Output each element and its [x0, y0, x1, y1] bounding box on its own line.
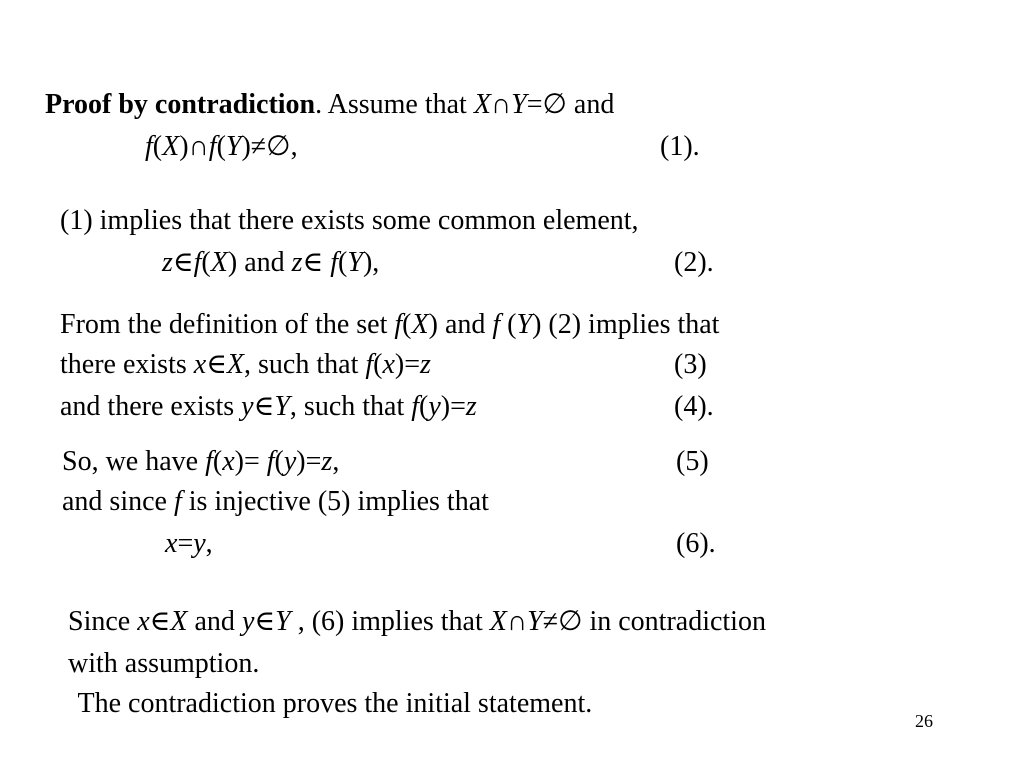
element-of-symbol: ∈ — [206, 349, 227, 380]
equation-4-line — [60, 393, 477, 421]
text: , such that — [289, 391, 412, 422]
element-y: y — [283, 446, 297, 477]
set-y: Y — [511, 89, 527, 120]
element-x: x — [165, 528, 178, 559]
element-z: z — [321, 446, 333, 477]
equation-2 — [162, 249, 379, 277]
empty-set-symbol: ∅ — [266, 131, 291, 162]
not-equal-symbol: ≠ — [250, 131, 267, 162]
paren: ( — [201, 247, 211, 278]
text: So, we have — [62, 446, 206, 477]
text: in contradiction — [582, 606, 766, 637]
text: and — [187, 606, 242, 637]
equals-symbol: = — [526, 89, 543, 120]
paren: )= — [296, 446, 322, 477]
element-y: y — [193, 528, 206, 559]
function-f: f — [205, 446, 213, 477]
text: is injective (5) implies that — [181, 486, 489, 517]
paren: ( — [212, 446, 223, 477]
statement-line: (1) implies that there exists some common element, — [60, 205, 639, 236]
element-x: x — [222, 446, 235, 477]
function-f: f — [145, 131, 153, 162]
paren: ( — [216, 131, 226, 162]
paren: )= — [234, 446, 267, 477]
paren: ) — [428, 309, 438, 340]
element-z: z — [162, 247, 173, 278]
text: , such that — [244, 349, 366, 380]
set-x: X — [210, 247, 228, 278]
paren: ) — [179, 131, 189, 162]
paren: ) — [241, 131, 251, 162]
proof-heading-line — [45, 91, 614, 119]
equation-3-line — [60, 351, 431, 379]
element-of-symbol: ∈ — [253, 391, 275, 422]
set-y: Y — [225, 131, 242, 162]
comma: , — [290, 131, 298, 162]
text: and there exists — [60, 391, 242, 422]
set-x: X — [473, 89, 491, 120]
paren: ) — [227, 247, 238, 278]
comma: , — [205, 528, 213, 559]
set-y: Y — [527, 606, 543, 637]
set-x: X — [170, 606, 188, 637]
element-y: y — [241, 606, 255, 637]
paren: ( — [500, 309, 517, 340]
set-x: X — [226, 349, 245, 380]
intersection-symbol: ∩ — [490, 89, 512, 120]
paren: ), — [362, 247, 380, 278]
assumption-line: with assumption. — [68, 648, 260, 679]
equation-tag-1: (1). — [660, 131, 700, 162]
equation-5-line — [62, 448, 339, 476]
paren: )= — [440, 391, 466, 422]
element-z: z — [291, 247, 303, 278]
text: and — [237, 247, 292, 278]
page-number: 26 — [915, 711, 933, 731]
injective-line — [62, 488, 489, 516]
function-f: f — [365, 349, 374, 380]
element-of-symbol: ∈ — [149, 606, 171, 637]
element-y: y — [428, 391, 441, 422]
set-y: Y — [516, 309, 533, 340]
text: . Assume that — [315, 89, 474, 120]
function-f: f — [193, 247, 202, 278]
element-x: x — [193, 349, 207, 380]
paren: ( — [274, 446, 284, 477]
element-x: x — [382, 349, 395, 380]
equation-1 — [145, 133, 298, 161]
paren: ( — [373, 349, 383, 380]
equation-6 — [165, 530, 213, 558]
paren: ( — [338, 247, 348, 278]
set-y: Y — [275, 606, 291, 637]
final-statement: The contradiction proves the initial statement. — [71, 688, 593, 719]
text: Since — [68, 606, 138, 637]
equation-tag-3: (3) — [674, 349, 707, 380]
not-equal-symbol: ≠ — [542, 606, 559, 637]
element-z: z — [420, 349, 431, 380]
intersection-symbol: ∩ — [506, 606, 528, 637]
paren: )= — [394, 349, 421, 380]
element-of-symbol: ∈ — [254, 606, 276, 637]
equals-symbol: = — [177, 528, 194, 559]
proof-heading: Proof by contradiction — [45, 89, 316, 120]
element-z: z — [465, 391, 477, 422]
conclusion-line — [68, 608, 766, 636]
paren: ( — [402, 309, 412, 340]
element-x: x — [137, 606, 150, 637]
set-y: Y — [274, 391, 290, 422]
set-x: X — [411, 309, 429, 340]
function-f: f — [208, 131, 217, 162]
text: From the definition of the set — [60, 309, 395, 340]
element-y: y — [241, 391, 254, 422]
function-f: f — [492, 309, 501, 340]
paren: ( — [152, 131, 163, 162]
paren: ( — [419, 391, 429, 422]
element-of-symbol: ∈ — [302, 247, 331, 278]
function-f: f — [411, 391, 420, 422]
text: and — [566, 89, 615, 120]
equation-tag-2: (2). — [674, 247, 714, 278]
text: , (6) implies that — [290, 606, 490, 637]
text: there exists — [60, 349, 194, 380]
definition-line — [60, 311, 719, 339]
set-x: X — [489, 606, 507, 637]
intersection-symbol: ∩ — [188, 131, 209, 162]
comma: , — [332, 446, 340, 477]
set-y: Y — [347, 247, 363, 278]
text: and since — [62, 486, 174, 517]
element-of-symbol: ∈ — [172, 247, 194, 278]
empty-set-symbol: ∅ — [542, 89, 567, 120]
text: ) (2) implies that — [532, 309, 720, 340]
equation-tag-4: (4). — [674, 391, 714, 422]
function-f: f — [173, 486, 182, 517]
empty-set-symbol: ∅ — [558, 606, 583, 637]
text: and — [437, 309, 493, 340]
function-f: f — [394, 309, 403, 340]
equation-tag-6: (6). — [676, 528, 716, 559]
equation-tag-5: (5) — [676, 446, 709, 477]
function-f: f — [330, 247, 339, 278]
set-x: X — [162, 131, 180, 162]
function-f: f — [266, 446, 275, 477]
